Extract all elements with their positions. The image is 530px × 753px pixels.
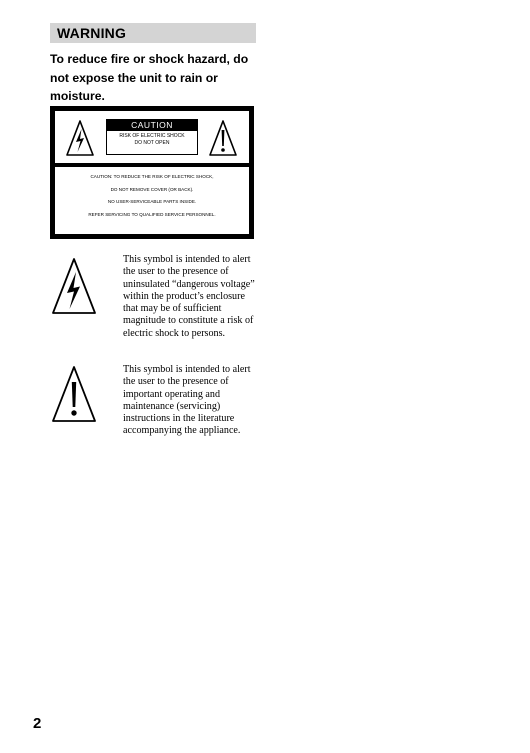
caution-label-top: [55, 111, 249, 163]
caution-sub-line-2: DO NOT OPEN: [134, 139, 170, 146]
exclamation-triangle-icon: [208, 119, 238, 157]
caution-line-2: DO NOT REMOVE COVER (OR BACK).: [110, 186, 194, 192]
caution-title: CAUTION: [107, 120, 197, 131]
lightning-triangle-icon: [50, 256, 98, 316]
caution-line-3: NO USER-SERVICEABLE PARTS INSIDE.: [107, 199, 197, 204]
caution-sub-line-1: RISK OF ELECTRIC SHOCK: [119, 133, 185, 139]
caution-lines: [55, 171, 249, 221]
caution-label: [50, 106, 254, 239]
caution-line-4: REFER SERVICING TO QUALIFIED SERVICE PERSONNEL.: [88, 211, 216, 217]
lightning-triangle-icon: [65, 119, 95, 157]
symbol-block-instructions: [50, 364, 255, 437]
symbol-text-instructions: This symbol is intended to alert the user to the presence of important operating and maintenance (servicing) instructions in the literature accompanying the appliance.: [123, 364, 251, 437]
caution-label-bottom: [55, 167, 249, 234]
exclamation-triangle-icon: [50, 364, 98, 424]
warning-heading: WARNING: [50, 23, 256, 43]
caution-line-1: CAUTION: TO REDUCE THE RISK OF ELECTRIC SHOCK,: [90, 174, 214, 179]
warning-text: To reduce fire or shock hazard, do not expose the unit to rain or moisture.: [50, 52, 249, 103]
symbol-block-voltage: [50, 254, 255, 354]
symbol-text-voltage: This symbol is intended to alert the user to the presence of uninsulated “dangerous voltage” within the product’s enclosure that may be of sufficient magnitude to constitute a risk of electric shock to persons.: [123, 254, 255, 339]
caution-title-box: [106, 119, 198, 155]
page-number: 2: [33, 715, 42, 732]
